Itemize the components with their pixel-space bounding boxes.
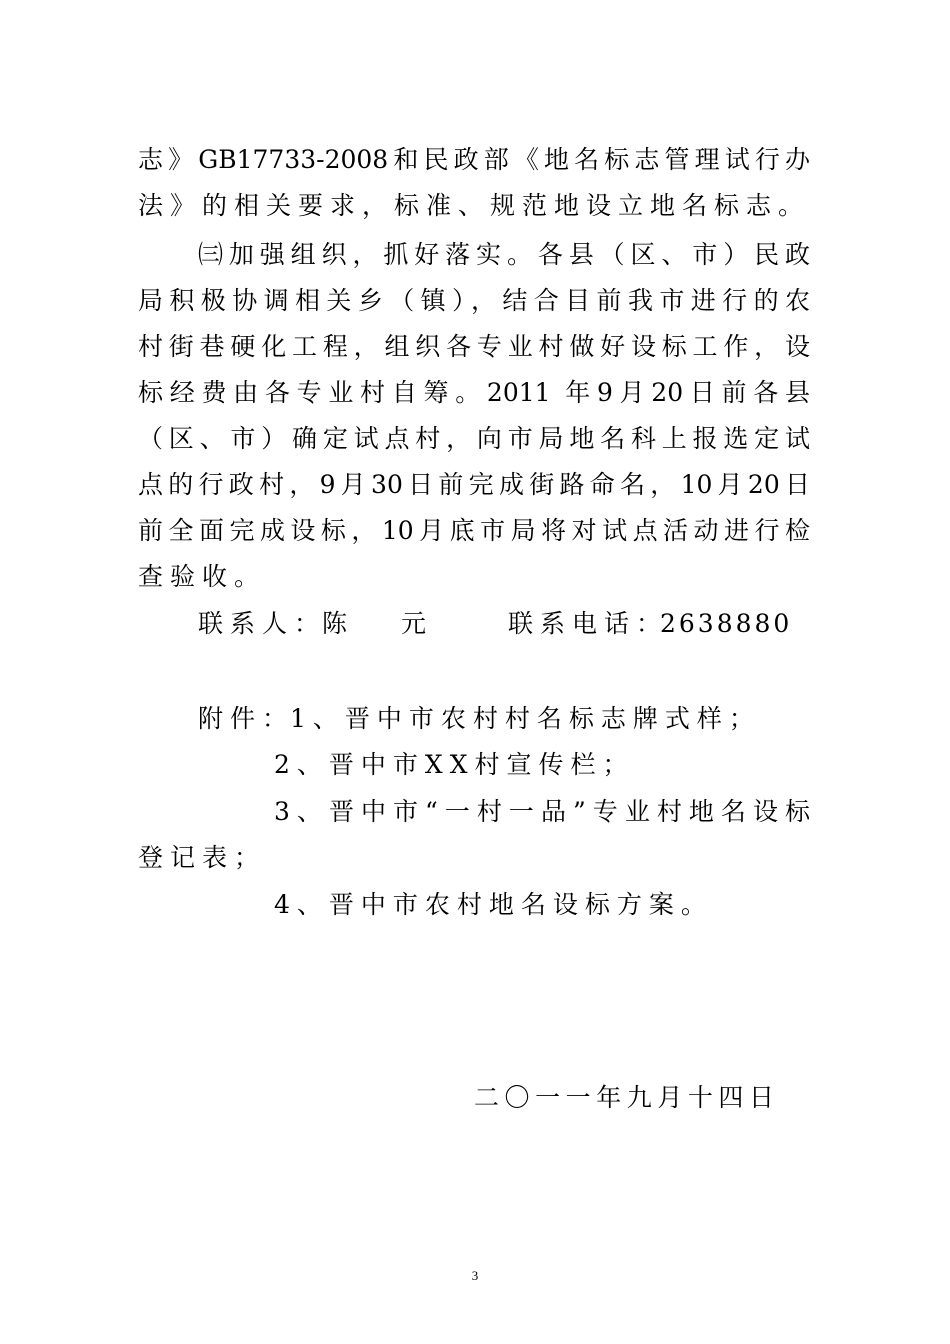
attachment-item-1: 1、晋中市农村村名标志牌式样； [290,704,761,733]
attachment-item-4: 4、晋中市农村地名设标方案。 [274,890,713,919]
contact-person-name: 陈 元 [322,609,433,638]
body-line-1: 志》GB17733-2008和民政部《地名标志管理试行办 [138,145,810,174]
contact-phone-number: 2638880 [660,609,793,638]
attachment-item-3: 3、晋中市“一村一品”专业村地名设标 [274,797,810,826]
body-line-4: 局积极协调相关乡（镇），结合目前我市进行的农 [138,286,810,315]
body-line-7: （区、市）确定试点村，向市局地名科上报选定试 [138,424,810,453]
attachment-item-2: 2、晋中市XX村宣传栏； [274,750,635,779]
contact-phone-label: 联系电话： [508,609,669,638]
attachment-item-3-continued: 登记表； [138,843,267,872]
page-number: 3 [471,1268,479,1283]
document-date: 二〇一一年九月十四日 [474,1083,774,1112]
attachments-label: 附件： [198,704,295,733]
body-line-9: 前全面完成设标，10月底市局将对试点活动进行检 [138,516,810,545]
body-line-10: 查验收。 [138,562,267,591]
body-line-5: 村街巷硬化工程，组织各专业村做好设标工作，设 [138,332,810,361]
section-three-heading-line: ㈢加强组织，抓好落实。各县（区、市）民政 [198,240,810,269]
body-line-6: 标经费由各专业村自筹。2011 年9月20日前各县 [138,378,810,407]
body-line-2: 法》的相关要求，标准、规范地设立地名标志。 [138,191,810,220]
contact-person-label: 联系人： [198,609,327,638]
body-line-8: 点的行政村，9月30日前完成街路命名，10月20日 [138,470,810,499]
